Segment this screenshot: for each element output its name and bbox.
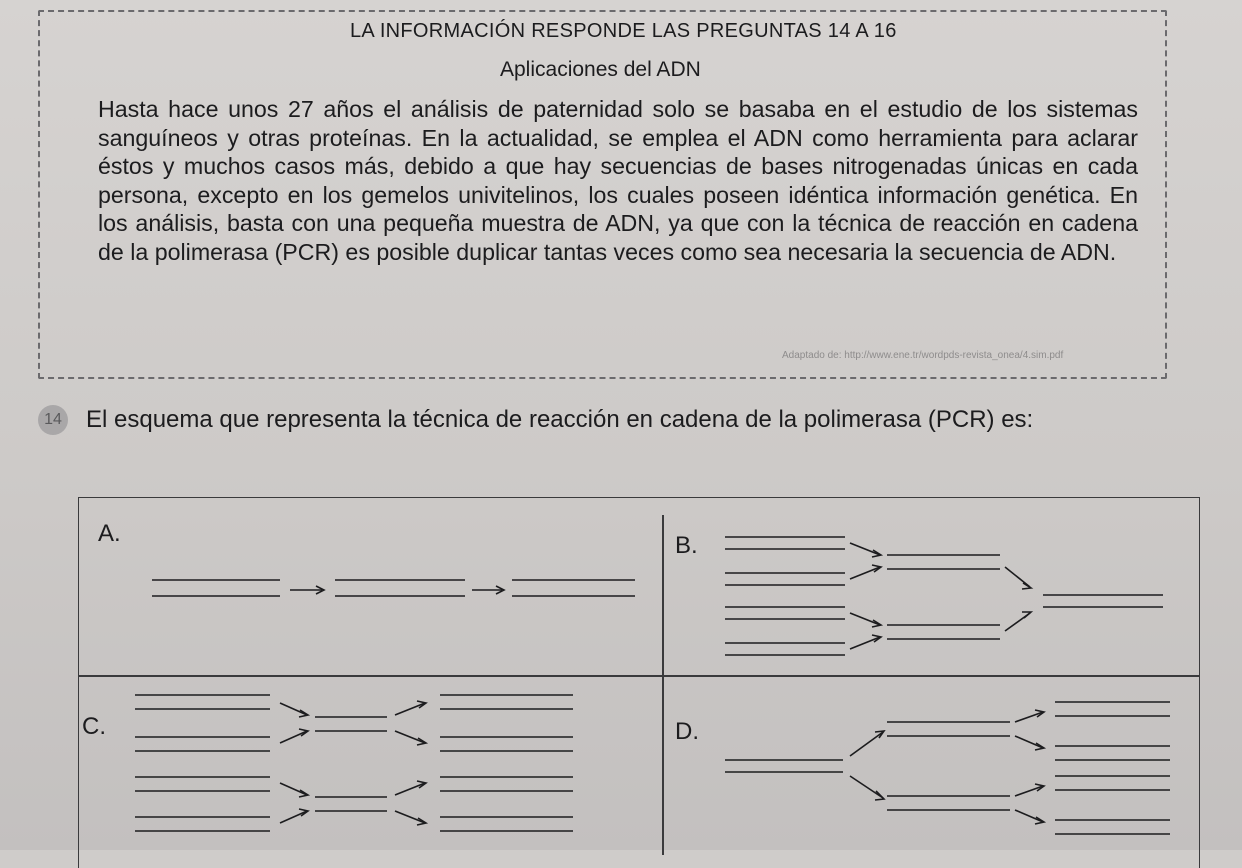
passage-body: Hasta hace unos 27 años el análisis de paternidad solo se basaba en el estudio de los sistemas sanguíneos y otras proteínas. En la actualidad, se emplea el ADN como herramienta para aclarar éstos y muchos casos más, debido a que hay secuencias de bases nitrogenadas únicas en cada persona, excepto en los gemelos univitelinos, los cuales poseen idéntica información genética. En los análisis, basta con una pequeña muestra de ADN, ya que con la técnica de reacción en cadena de la polimerasa (PCR) es posible duplicar tantas veces como sea necesaria la secuencia de ADN. (98, 96, 1138, 265)
option-d-diagram (715, 690, 1185, 850)
option-d-label[interactable]: D. (675, 718, 699, 745)
question-text: El esquema que representa la técnica de reacción en cadena de la polimerasa (PCR) es: (86, 406, 1034, 433)
passage-title: Aplicaciones del ADN (500, 58, 701, 81)
question-number-badge: 14 (38, 405, 68, 435)
option-c-diagram (125, 685, 585, 845)
option-b-diagram (715, 525, 1185, 670)
table-divider-horizontal (78, 675, 1200, 677)
option-a-label[interactable]: A. (98, 520, 121, 547)
option-a-diagram (140, 570, 650, 610)
table-divider-vertical (662, 515, 664, 855)
option-b-label[interactable]: B. (675, 532, 698, 559)
option-c-label[interactable]: C. (82, 713, 106, 740)
section-header: LA INFORMACIÓN RESPONDE LAS PREGUNTAS 14 A 16 (350, 20, 897, 42)
passage-source: Adaptado de: http://www.ene.tr/wordpds-revista_onea/4.sim.pdf (782, 350, 1064, 361)
